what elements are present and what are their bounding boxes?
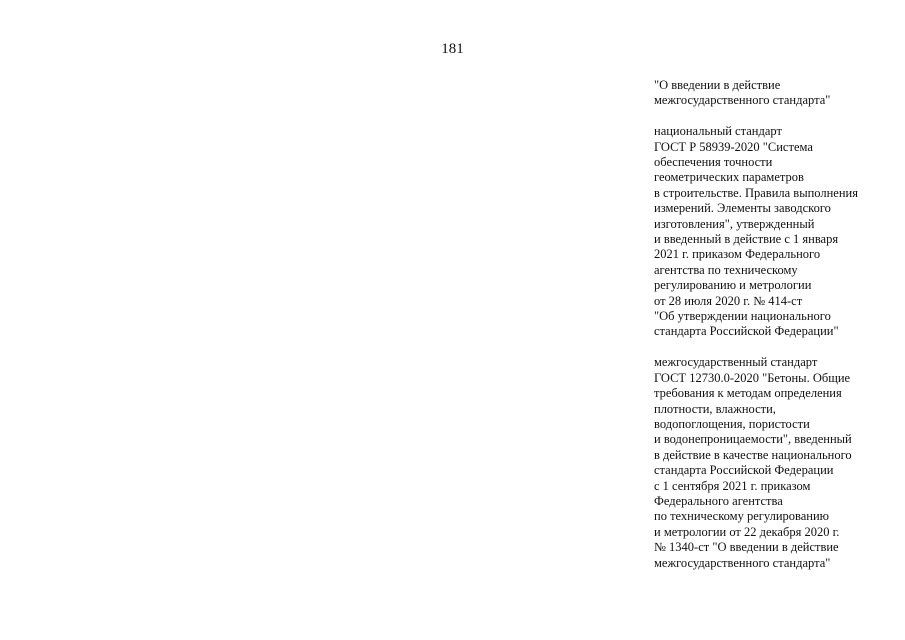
text-line: межгосударственный стандарт xyxy=(654,355,818,370)
text-line: в действие в качестве национального xyxy=(654,447,852,462)
text-line: в строительстве. Правила выполнения xyxy=(654,185,858,200)
text-line: стандарта Российской Федерации" xyxy=(654,324,839,339)
text-line: стандарта Российской Федерации xyxy=(654,463,834,478)
text-line: с 1 сентября 2021 г. приказом xyxy=(654,478,811,493)
text-line: межгосударственного стандарта" xyxy=(654,555,831,570)
text-line: изготовления", утвержденный xyxy=(654,216,815,231)
page-number: 181 xyxy=(441,41,464,57)
text-block-1 xyxy=(654,78,899,109)
text-line: от 28 июля 2020 г. № 414-ст xyxy=(654,293,803,308)
text-line: регулированию и метрологии xyxy=(654,278,812,293)
text-line: агентства по техническому xyxy=(654,262,798,277)
text-line: "Об утверждении национального xyxy=(654,309,831,324)
text-line: "О введении в действие xyxy=(654,78,781,92)
text-line: и введенный в действие с 1 января xyxy=(654,232,839,247)
text-line: требования к методам определения xyxy=(654,386,842,401)
text-line: водопоглощения, пористости xyxy=(654,416,810,431)
text-line: плотности, влажности, xyxy=(654,401,776,416)
text-line: и метрологии от 22 декабря 2020 г. xyxy=(654,524,840,539)
text-line: ГОСТ Р 58939-2020 "Система xyxy=(654,139,813,154)
text-block-2 xyxy=(654,124,899,340)
text-line: по техническому регулированию xyxy=(654,509,830,524)
text-line: ГОСТ 12730.0-2020 "Бетоны. Общие xyxy=(654,370,851,385)
text-line: Федерального агентства xyxy=(654,493,783,508)
text-line: и водонепроницаемости", введенный xyxy=(654,432,852,447)
text-line: № 1340-ст "О введении в действие xyxy=(654,540,839,555)
text-line: измерений. Элементы заводского xyxy=(654,201,831,216)
text-column xyxy=(654,78,899,571)
text-line: национальный стандарт xyxy=(654,124,782,139)
text-line: геометрических параметров xyxy=(654,170,804,185)
text-line: межгосударственного стандарта" xyxy=(654,93,831,108)
text-block-3 xyxy=(654,355,899,571)
text-line: 2021 г. приказом Федерального xyxy=(654,247,821,262)
text-line: обеспечения точности xyxy=(654,155,773,170)
